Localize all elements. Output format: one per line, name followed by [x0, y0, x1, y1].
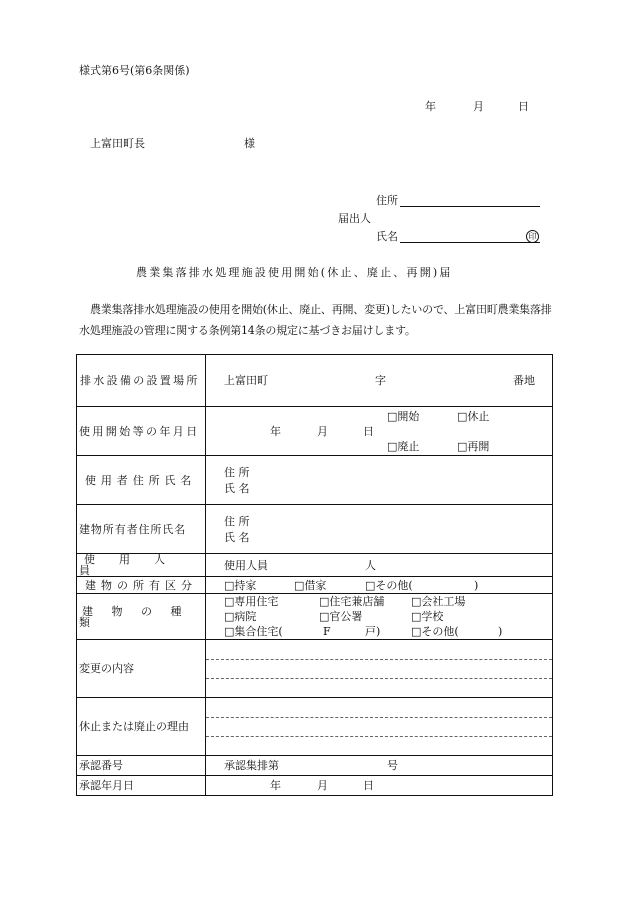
approval-number-label: 承認番号 [79, 759, 123, 772]
addressee: 上富田町長 [90, 137, 145, 150]
approval-date-value-cell[interactable] [206, 776, 553, 796]
ownership-other-checkbox[interactable]: □その他( [365, 579, 413, 592]
location-label: 排水設備の設置場所 [80, 374, 200, 387]
owner-label: 建物所有者住所氏名 [79, 522, 187, 536]
user-address-label: 住 所 [224, 466, 250, 479]
ownership-own-checkbox[interactable]: □持家 [224, 579, 257, 592]
start-date-value-cell[interactable] [206, 407, 553, 456]
ownership-label-cell [77, 577, 206, 594]
type-other-close: ) [498, 625, 503, 638]
option-abolish-checkbox[interactable]: □廃止 [387, 440, 420, 453]
building-type-value-cell[interactable] [206, 594, 553, 640]
persons-value-cell[interactable] [206, 554, 553, 577]
reason-dashed-line [206, 736, 552, 737]
location-banchi: 番地 [513, 374, 535, 387]
change-dashed-line [206, 678, 552, 679]
option-suspend-checkbox[interactable]: □休止 [457, 410, 490, 423]
start-day: 日 [363, 425, 374, 438]
table-row [77, 594, 553, 640]
option-start-checkbox[interactable]: □開始 [387, 410, 420, 423]
type-office-checkbox[interactable]: □官公署 [319, 610, 363, 623]
start-month: 月 [317, 425, 328, 438]
type-other-checkbox[interactable]: □その他( [411, 625, 459, 638]
option-resume-checkbox[interactable]: □再開 [457, 440, 490, 453]
persons-label: 使用人員 [79, 553, 189, 577]
form-table [76, 354, 553, 796]
change-label: 変更の内容 [79, 662, 134, 675]
approval-year: 年 [270, 779, 281, 792]
approval-month: 月 [317, 779, 328, 792]
table-row [77, 640, 553, 698]
document-title: 農業集落排水処理施設使用開始(休止、廃止、再開)届 [136, 266, 453, 279]
seal-icon: 印 [526, 230, 539, 243]
applicant-label: 届出人 [338, 212, 371, 225]
location-label-cell [77, 355, 206, 407]
table-row [77, 756, 553, 776]
type-mixed-checkbox[interactable]: □住宅兼店舗 [319, 595, 385, 608]
type-dedicated-checkbox[interactable]: □専用住宅 [224, 595, 279, 608]
ownership-other-close: ) [474, 579, 479, 592]
type-factory-checkbox[interactable]: □会社工場 [411, 595, 466, 608]
reason-label: 休止または廃止の理由 [79, 720, 189, 733]
type-floor-unit: F [323, 625, 331, 638]
form-number: 様式第6号(第6条関係) [79, 64, 190, 77]
reason-value-cell[interactable] [206, 698, 553, 756]
persons-text: 使用人員 [224, 559, 268, 572]
table-row [77, 577, 553, 594]
user-value-cell[interactable] [206, 456, 553, 505]
notice-text: 農業集落排水処理施設の使用を開始(休止、廃止、再開、変更)したいので、上富田町農業集落排水処理施設の管理に関する条例第14条の規定に基づきお届けします。 [79, 303, 552, 337]
address-label: 住所 [376, 194, 398, 207]
approval-number-prefix: 承認集排第 [224, 759, 279, 772]
ownership-rent-checkbox[interactable]: □借家 [294, 579, 327, 592]
approval-number-suffix: 号 [387, 759, 398, 772]
start-date-label-cell [77, 407, 206, 456]
table-row [77, 698, 553, 756]
change-value-cell[interactable] [206, 640, 553, 698]
owner-label-cell [77, 505, 206, 554]
table-row [77, 776, 553, 796]
reason-dashed-line [206, 717, 552, 718]
table-row [77, 456, 553, 505]
owner-value-cell[interactable] [206, 505, 553, 554]
location-value-cell[interactable] [206, 355, 553, 407]
type-school-checkbox[interactable]: □学校 [411, 610, 444, 623]
location-aza: 字 [375, 374, 386, 387]
approval-date-label: 承認年月日 [79, 779, 134, 792]
ownership-label: 建物の所有区分 [85, 578, 197, 592]
change-label-cell [77, 640, 206, 698]
building-type-label: 建物の種類 [79, 604, 200, 629]
honorific: 様 [244, 137, 255, 150]
date-year-label: 年 [425, 100, 436, 113]
date-day-label: 日 [518, 100, 529, 113]
name-label: 氏名 [376, 230, 398, 243]
approval-number-value-cell[interactable] [206, 756, 553, 776]
type-hospital-checkbox[interactable]: □病院 [224, 610, 257, 623]
approval-date-label-cell [77, 776, 206, 796]
persons-unit: 人 [365, 559, 376, 572]
address-line[interactable] [400, 206, 540, 207]
persons-label-cell [77, 554, 206, 577]
date-month-label: 月 [473, 100, 484, 113]
table-row [77, 407, 553, 456]
approval-day: 日 [363, 779, 374, 792]
ownership-value-cell[interactable] [206, 577, 553, 594]
table-row [77, 355, 553, 407]
type-apartment-checkbox[interactable]: □集合住宅( [224, 625, 283, 638]
owner-address-label: 住 所 [224, 515, 250, 528]
user-label-cell [77, 456, 206, 505]
reason-label-cell [77, 698, 206, 756]
table-row [77, 505, 553, 554]
user-label: 使用者住所氏名 [85, 473, 197, 487]
approval-number-label-cell [77, 756, 206, 776]
name-line[interactable] [400, 242, 540, 243]
start-year: 年 [270, 425, 281, 438]
start-date-label: 使用開始等の年月日 [79, 424, 200, 438]
user-name-label: 氏 名 [224, 482, 250, 495]
building-type-label-cell [77, 594, 206, 640]
type-unit-count: 戸) [365, 625, 381, 638]
table-row [77, 554, 553, 577]
change-dashed-line [206, 659, 552, 660]
owner-name-label: 氏 名 [224, 531, 250, 544]
location-town: 上富田町 [224, 374, 268, 387]
